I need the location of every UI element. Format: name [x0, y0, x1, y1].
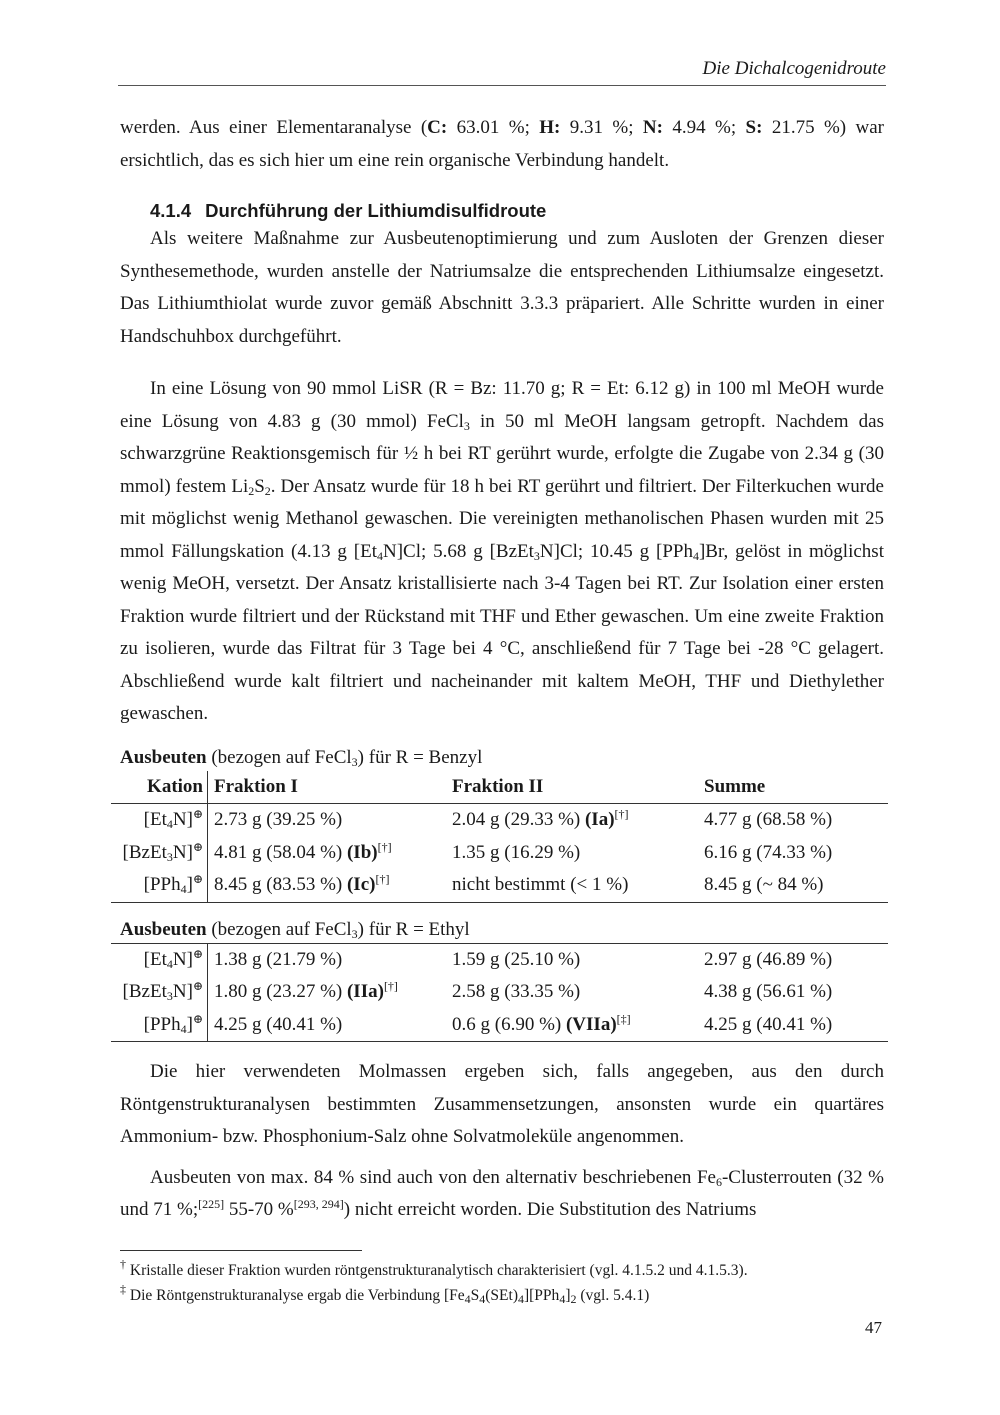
- table-row: [BzEt$_3$N]⊕ 4.81 g (58.04 %) (Ib)[†] 1.35 g (16.29 %) 6.16 g (74.33 %): [111, 837, 888, 870]
- yield-table-benzyl: [111, 771, 888, 903]
- header-fraktion-1: Fraktion I: [208, 771, 453, 804]
- citation: [225]: [198, 1197, 225, 1211]
- page-body: [120, 112, 884, 1227]
- footnote-1: † Kristalle dieser Fraktion wurden röntgenstrukturanalytisch charakterisiert (vgl. 4.1.5.2 und 4.1.5.3).: [120, 1257, 748, 1279]
- section-heading: [150, 199, 884, 223]
- table-row: $[Et_4N]^\oplus$ 2.73 g (39.25 %) 2.04 g (29.33 %) (Ia)[†] 4.77 g (68.58 %): [111, 804, 888, 837]
- footnotes: [120, 1258, 890, 1308]
- section-title: Durchführung der Lithiumdisulfidroute: [205, 200, 547, 221]
- paragraph-procedure: In eine Lösung von 90 mmol LiSR (R = Bz: 11.70 g; R = Et: 6.12 g) in 100 ml MeOH wurde eine Lösung von 4.83 g (30 mmol) FeCl$_3$ in 50 ml MeOH langsam getropft. Nachdem das schwarzgrüne Reaktionsgemisch für ½ h bei RT gerührt wurde, erfolgte die Zugabe von 2.34 g (30 mmol) festem $Li_2S_2$. Der Ansatz wurde für 18 h bei RT gerührt und filtriert. Der Filterkuchen wurde mit möglichst wenig Methanol gewaschen. Die vereinigten methanolischen Phasen wurden mit 25 mmol Fällungskation (4.13 g $[Et_4N]Cl$; 5.68 g [BzEt$_3$N]Cl; 10.45 g [PPh$_4$]Br, gelöst in möglichst wenig MeOH, versetzt. Der Ansatz kristallisierte nach 3-4 Tagen bei RT. Zur Isolation einer ersten Fraktion wurde filtriert und der Rückstand mit THF und Ether gewaschen. Um eine zweite Fraktion zu isolieren, wurde das Filtrat für 3 Tage bei 4 °C, anschließend für 7 Tage bei -28 °C gelagert. Abschließend wurde kalt filtriert und nacheinander mit kaltem MeOH, THF und Diethylether gewaschen.: [120, 378, 884, 724]
- paragraph-yields: Ausbeuten von max. 84 % sind auch von den alternativ beschriebenen $Fe_6$-Clusterrouten (32 % und 71 %;[225] 55-70 %[293, 294]) nicht erreicht worden. Die Substitution des Natriums: [120, 1166, 884, 1220]
- table-row: $[Et_4N]^\oplus$ 1.38 g (21.79 %) 1.59 g (25.10 %) 2.97 g (46.89 %): [111, 943, 888, 976]
- table-row: [BzEt$_3$N]⊕ 1.80 g (23.27 %) (IIa)[†] 2.58 g (33.35 %) 4.38 g (56.61 %): [111, 976, 888, 1009]
- section-number: 4.1.4: [150, 200, 192, 221]
- table2-caption: Ausbeuten (bezogen auf FeCl$_3$) für R = Ethyl: [120, 918, 470, 941]
- running-header: Die Dichalcogenidroute: [118, 58, 886, 86]
- paragraph-molmass: Die hier verwendeten Molmassen ergeben sich, falls angegeben, aus den durch Röntgenstrukturanalysen bestimmten Zusammensetzungen, ansonsten wurde ein quartäres Ammonium- bzw. Phosphonium-Salz ohne Solvatmoleküle angenommen.: [120, 1061, 884, 1147]
- citation: [293, 294]: [293, 1197, 344, 1211]
- paragraph-intro: Als weitere Maßnahme zur Ausbeutenoptimierung und zum Ausloten der Grenzen dieser Synthesemethode, wurden anstelle der Natriumsalze die entsprechenden Lithiumsalze eingesetzt. Das Lithiumthiolat wurde zuvor gemäß Abschnitt 3.3.3 präpariert. Alle Schritte wurden in einer Handschuhbox durchgeführt.: [120, 228, 884, 347]
- header-summe: Summe: [704, 771, 888, 804]
- yield-table-ethyl: [111, 943, 888, 1043]
- page-number: 47: [865, 1318, 882, 1337]
- table-header-row: [111, 771, 888, 804]
- footnote-rule: [120, 1250, 362, 1251]
- footnote-2: ‡ Die Röntgenstrukturanalyse ergab die Verbindung $[Fe_4S_4(SEt)_4][PPh_4]_2$ (vgl. 5.4.1): [120, 1282, 650, 1306]
- header-fraktion-2: Fraktion II: [452, 771, 704, 804]
- table1-caption: Ausbeuten (bezogen auf FeCl$_3$) für R = Benzyl: [120, 746, 483, 769]
- paragraph-elemental-analysis: werden. Aus einer Elementaranalyse (C: 63.01 %; H: 9.31 %; N: 4.94 %; S: 21.75 %) war ersichtlich, das es sich hier um eine rein organische Verbindung handelt.: [120, 117, 885, 171]
- header-kation: Kation: [111, 771, 208, 804]
- table-row: [PPh$_4$]⊕ 4.25 g (40.41 %) 0.6 g (6.90 %) (VIIa)[‡] 4.25 g (40.41 %): [111, 1009, 888, 1042]
- table-row: [PPh$_4$]⊕ 8.45 g (83.53 %) (Ic)[†] nicht bestimmt (< 1 %) 8.45 g (~ 84 %): [111, 869, 888, 902]
